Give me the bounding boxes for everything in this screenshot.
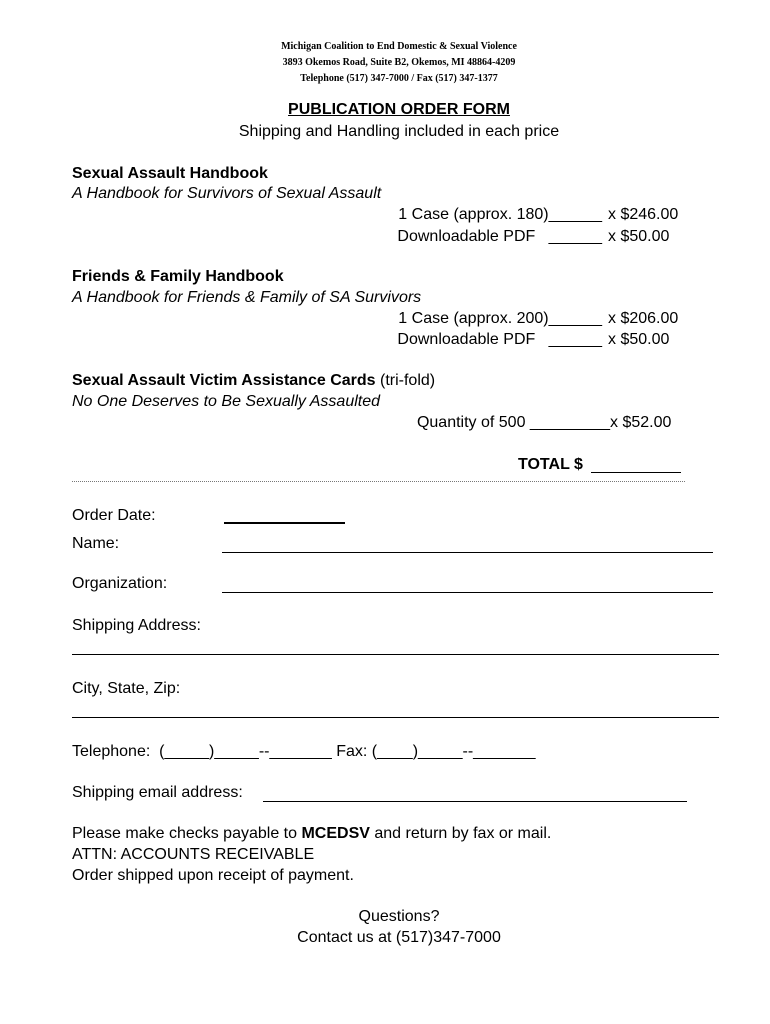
shipping-address-label: Shipping Address:	[72, 617, 201, 634]
order-option-price: x $50.00	[608, 228, 670, 245]
org-phone-fax: Telephone (517) 347-7000 / Fax (517) 347-1377	[300, 73, 498, 84]
order-option-label: Quantity of 500 _________	[416, 414, 610, 431]
order-option-label: Downloadable PDF ______	[397, 331, 602, 348]
form-subtitle: Shipping and Handling included in each price	[238, 123, 560, 140]
order-option-price: x $206.00	[608, 310, 679, 327]
shipping-email-label: Shipping email address:	[72, 784, 243, 801]
organization-field[interactable]	[222, 592, 713, 593]
shipping-note: Order shipped upon receipt of payment.	[72, 867, 354, 884]
payment-instructions	[72, 824, 551, 844]
order-option-label: 1 Case (approx. 200)______	[398, 310, 602, 327]
city-state-zip-field[interactable]	[72, 717, 719, 718]
divider	[72, 481, 685, 482]
shipping-email-field[interactable]	[263, 801, 687, 802]
order-option-price: x $246.00	[608, 206, 679, 223]
org-address: 3893 Okemos Road, Suite B2, Okemos, MI 48864-4209	[282, 57, 516, 68]
order-option-price: x $52.00	[610, 414, 672, 431]
order-option-label: Downloadable PDF ______	[397, 228, 602, 245]
product-name: Sexual Assault Handbook	[72, 165, 268, 182]
total-label: TOTAL $	[518, 456, 583, 473]
product-description: A Handbook for Friends & Family of SA Survivors	[72, 289, 422, 306]
product-name-line	[72, 371, 435, 391]
product-description: A Handbook for Survivors of Sexual Assault	[72, 185, 382, 202]
contact-line: Contact us at (517)347-7000	[297, 929, 501, 946]
name-field[interactable]	[222, 552, 713, 553]
product-name-suffix: (tri-fold)	[380, 372, 436, 389]
order-option-price: x $50.00	[608, 331, 670, 348]
questions-heading: Questions?	[358, 908, 440, 925]
order-date-label: Order Date:	[72, 507, 156, 524]
product-name: Sexual Assault Victim Assistance Cards	[72, 372, 376, 389]
telephone-fax-field[interactable]: Telephone: (_____)_____--_______ Fax: (____)_____--_______	[72, 743, 536, 760]
city-state-zip-label: City, State, Zip:	[72, 680, 181, 697]
name-label: Name:	[72, 535, 120, 552]
order-date-field[interactable]	[224, 522, 345, 524]
shipping-address-field[interactable]	[72, 654, 719, 655]
product-name: Friends & Family Handbook	[72, 268, 284, 285]
order-option-label: 1 Case (approx. 180)______	[398, 206, 602, 223]
form-title: PUBLICATION ORDER FORM	[288, 101, 510, 118]
organization-label: Organization:	[72, 575, 168, 592]
org-name: Michigan Coalition to End Domestic & Sexual Violence	[281, 41, 517, 52]
product-description: No One Deserves to Be Sexually Assaulted	[72, 393, 381, 410]
payment-text: Please make checks payable to	[72, 825, 302, 842]
payee-name: MCEDSV	[301, 825, 370, 842]
attn-line: ATTN: ACCOUNTS RECEIVABLE	[72, 846, 315, 863]
total-amount-line[interactable]	[591, 472, 681, 473]
payment-text: and return by fax or mail.	[369, 825, 552, 842]
